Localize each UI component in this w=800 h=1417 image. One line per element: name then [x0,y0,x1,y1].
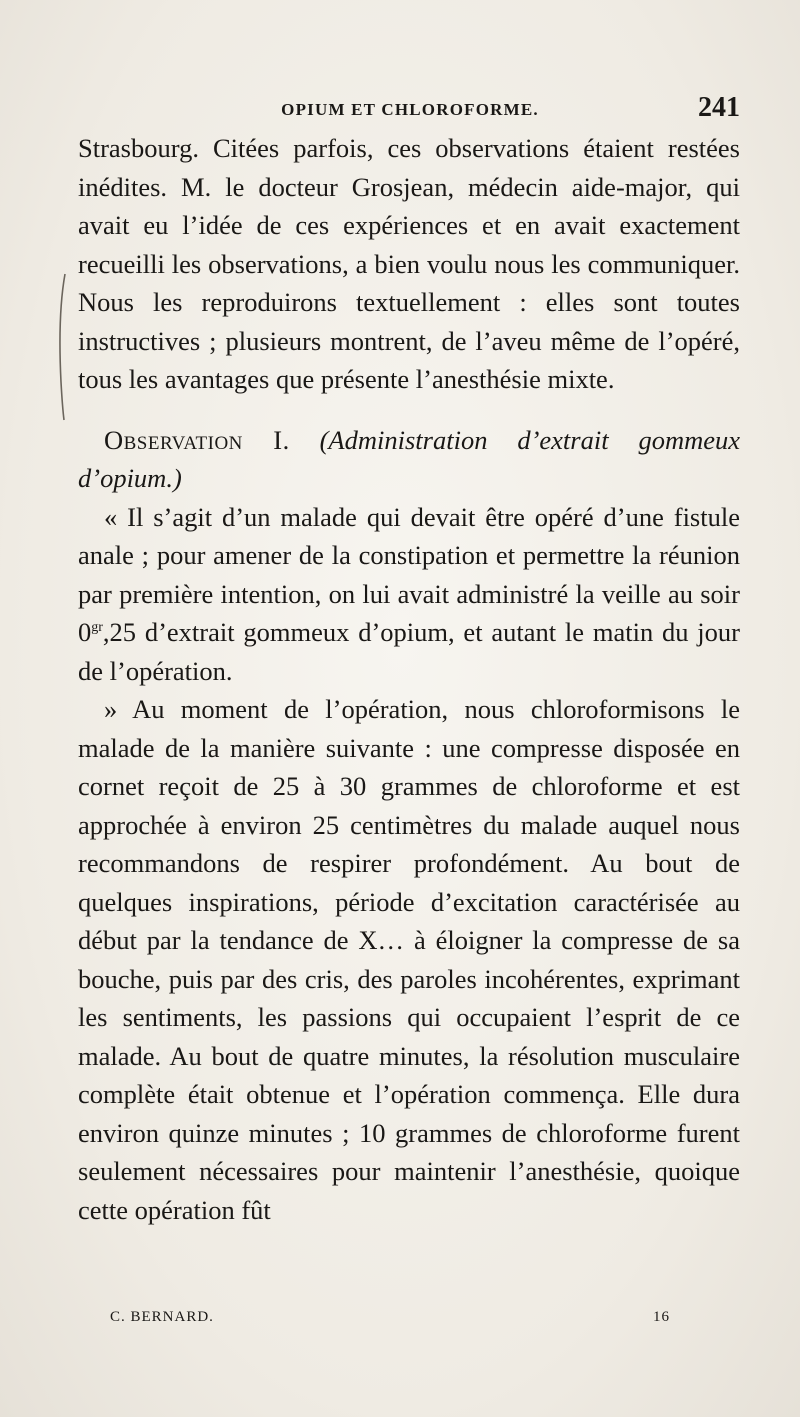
paragraph-1 [78,498,740,691]
page-number: 241 [698,92,740,123]
running-title: OPIUM ET CHLOROFORME. [281,100,539,119]
observation-label: Observation I. [104,424,290,455]
observation-heading [78,421,740,498]
paragraph-1-after-dose: ,25 d’extrait gommeux d’opium, et autant le matin du jour de l’opération. [78,617,740,686]
dose-unit: gr [91,620,103,635]
sheet-number: 16 [653,1309,670,1325]
page-footer [110,1309,670,1339]
paragraph-2: » Au moment de l’opération, nous chloroformisons le malade de la manière suivante : une compresse disposée en cornet reçoit de 25 à 30 grammes de chloroforme et est approchée à environ 25 centimètres du malade auquel nous recommandons de respirer profondément. Au bout de quelques inspirations, période d’excitation caractérisée au début par la tendance de X… à éloigner la compresse de sa bouche, puis par des cris, des paroles incohérentes, exprimant les sentiments, les passions qui occupaient l’esprit de ce malade. Au bout de quatre minutes, la résolution musculaire complète était obtenue et l’opération commença. Elle dura environ quinze minutes ; 10 grammes de chloroforme furent seulement nécessaires pour maintenir l’anesthésie, quoique cette opération fût [78,694,740,1225]
paragraph-1-before-dose: « Il s’agit d’un malade qui devait être opéré d’une fistule anale ; pour amener de la constipation et permettre la réunion par première intention, on lui avait administré la veille au soir 0 [78,501,740,647]
margin-pencil-mark [56,272,68,422]
intro-paragraph: Strasbourg. Citées parfois, ces observations étaient restées inédites. M. le docteur Grosjean, médecin aide-major, qui avait eu l’idée de ces expériences et en avait exactement recueilli les observations, a bien voulu nous les communiquer. Nous les reproduirons textuellement : elles sont toutes instructives ; plusieurs montrent, de l’aveu même de l’opéré, tous les avantages que présente l’anesthésie mixte. [78,133,740,394]
page-header [80,92,740,132]
observation-title: (Administration d’extrait gommeux d’opium.) [78,424,740,493]
body-text [78,129,740,1229]
signature-mark: C. BERNARD. [110,1309,214,1325]
